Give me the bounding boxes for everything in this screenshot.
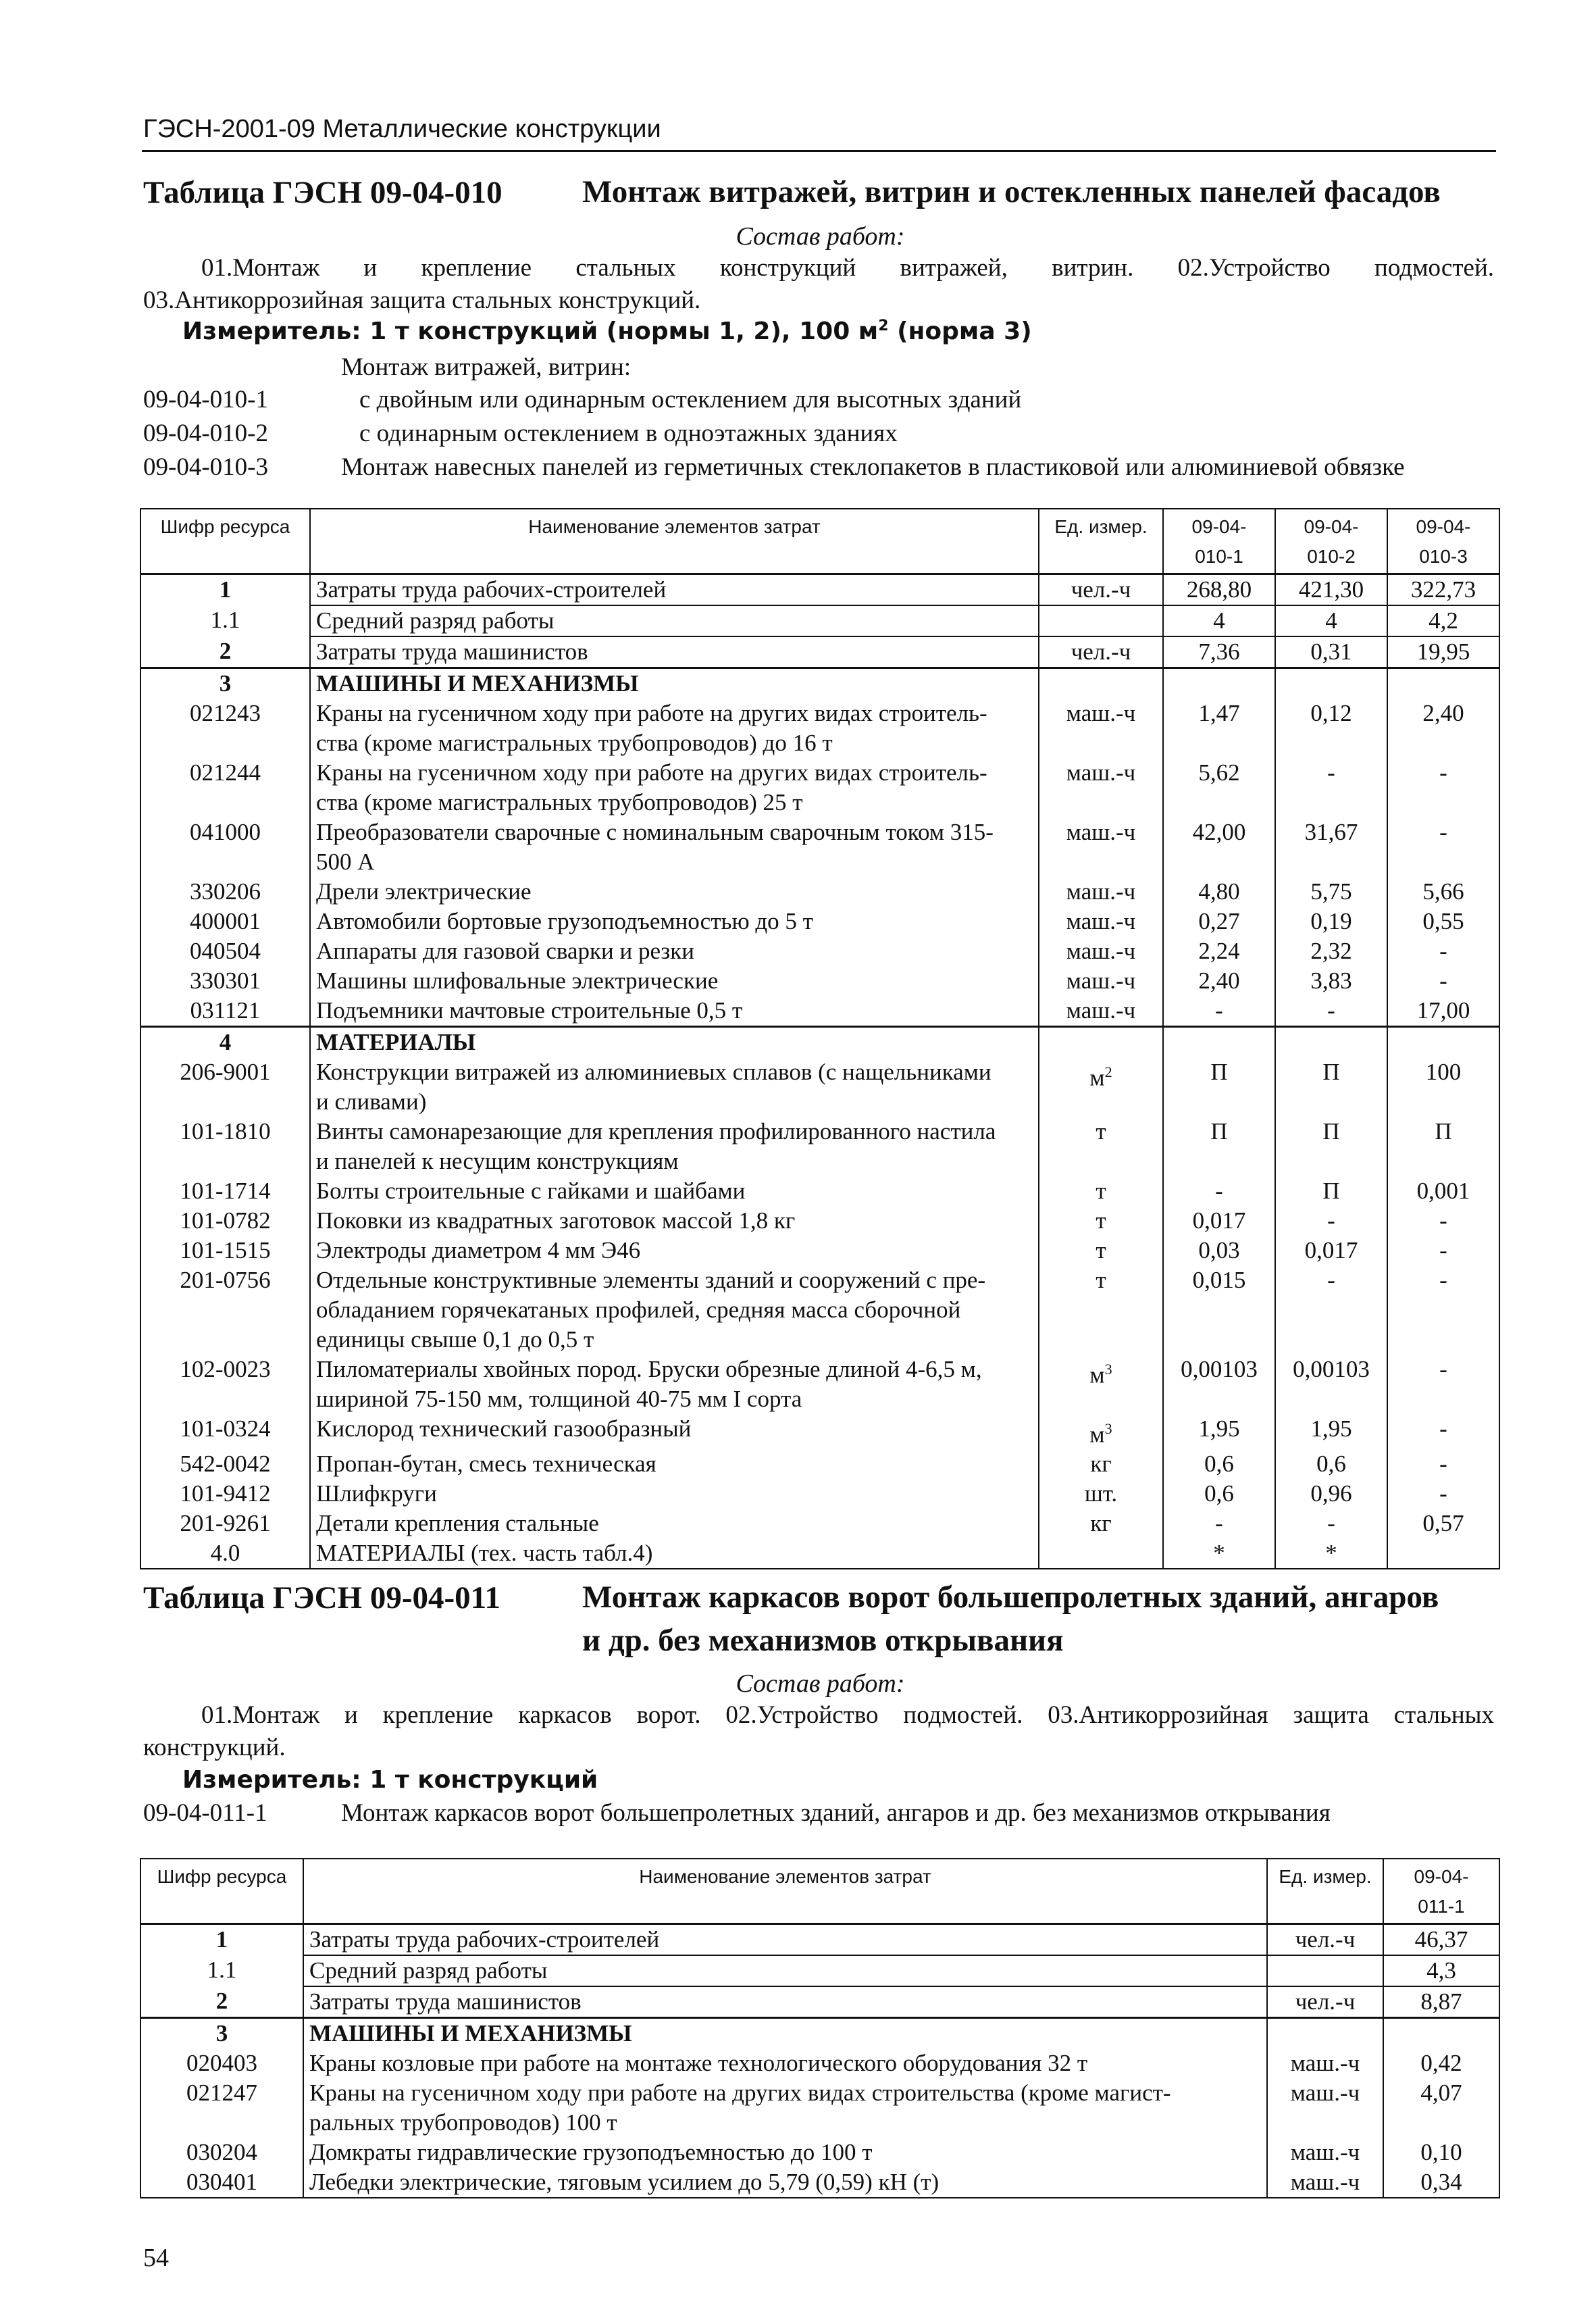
resource-code: 041000: [190, 818, 261, 845]
resource-name-line: Автомобили бортовые грузоподъемностью до 5 т: [316, 907, 813, 934]
resource-code: 021243: [190, 699, 261, 726]
unit: шт.: [1084, 1480, 1118, 1507]
norm-value: 0,03: [1198, 1236, 1240, 1263]
unit-sup: 3: [1104, 1360, 1112, 1378]
table-row: [140, 758, 1499, 818]
norm-value: П: [1435, 1117, 1452, 1145]
norm-value: -: [1215, 997, 1223, 1024]
resource-name-line: и панелей к несущим конструкциям: [316, 1147, 679, 1174]
norm-row: [143, 419, 1494, 451]
resource-code: 020403: [186, 2049, 257, 2076]
table-row: [140, 2138, 1499, 2167]
table-row: [140, 1265, 1499, 1355]
resource-name-line: Затраты труда машинистов: [316, 638, 588, 665]
resource-name-line: и сливами): [316, 1088, 427, 1115]
norm-value: 322,73: [1410, 576, 1476, 603]
unit: маш.-ч: [1290, 2079, 1360, 2106]
table-row: [140, 1236, 1499, 1265]
unit: чел.-ч: [1295, 1926, 1356, 1953]
resource-name-line: Краны на гусеничном ходу при работе на других видах строительства (кроме магист-: [309, 2079, 1171, 2106]
resource-code: 542-0042: [180, 1451, 271, 1478]
col-header-part: 09-04-: [1414, 1866, 1469, 1887]
norm-value: 4,80: [1198, 878, 1240, 905]
norm-value: -: [1439, 1266, 1447, 1293]
norm-value: -: [1327, 1510, 1335, 1537]
unit: м: [1089, 1361, 1105, 1388]
table-row: [140, 936, 1499, 966]
resource-name-line: Поковки из квадратных заготовок массой 1,8 кг: [316, 1207, 796, 1234]
norm-value: 2,40: [1422, 699, 1464, 726]
table-row: [140, 1355, 1499, 1414]
unit: м: [1089, 1421, 1105, 1448]
unit: т: [1096, 1266, 1106, 1293]
unit: маш.-ч: [1066, 759, 1136, 786]
norm-value: -: [1439, 1236, 1447, 1263]
table-row: [140, 1449, 1499, 1479]
resource-code: 021247: [186, 2079, 257, 2106]
table2-heading-line2: и др. без механизмов открывания: [582, 1623, 1064, 1658]
resource-code: 101-0324: [180, 1415, 271, 1442]
table1-meter: [182, 318, 1032, 345]
norm-value: 0,96: [1310, 1480, 1352, 1507]
resource-name-line: Дрели электрические: [316, 878, 532, 905]
col-header-name: Наименование элементов затрат: [303, 1859, 1267, 1923]
norm-value: *: [1213, 1540, 1225, 1567]
resource-name-line: Болты строительные с гайками и шайбами: [316, 1177, 746, 1204]
resource-code: 330301: [190, 967, 261, 994]
norm-value: -: [1215, 1510, 1223, 1537]
table2-composition-line1: 01.Монтаж и крепление каркасов ворот. 02.Устройство подмостей. 03.Антикоррозийная защита стальных: [201, 1701, 1494, 1729]
table-row: [140, 2078, 1499, 2138]
norm-value: 0,001: [1416, 1177, 1470, 1204]
norm-value: П: [1210, 1058, 1228, 1085]
resource-code: 2: [215, 1987, 228, 2014]
section-header-row: [140, 1026, 1499, 1057]
table2-composition-title: Состав работ:: [736, 1669, 905, 1698]
norm-value: 0,00103: [1181, 1355, 1258, 1382]
resource-name-line: МАШИНЫ И МЕХАНИЗМЫ: [309, 2019, 632, 2046]
resource-name-line: Затраты труда рабочих-строителей: [309, 1926, 660, 1953]
resource-code: 101-1810: [180, 1117, 271, 1145]
resource-code: 030401: [186, 2168, 257, 2195]
resource-name-line: Электроды диаметром 4 мм Э46: [316, 1236, 641, 1263]
meter-tail: (норма 3): [888, 318, 1032, 345]
norm-value: -: [1439, 1355, 1447, 1382]
table-row: [140, 1414, 1499, 1450]
resource-code: 3: [219, 670, 232, 697]
resource-name-line: Средний разряд работы: [316, 607, 555, 634]
table2-composition-line2: конструкций.: [143, 1734, 286, 1761]
table-row: [140, 1176, 1499, 1206]
table1-composition-line2: 03.Антикоррозийная защита стальных конструкций.: [143, 286, 701, 314]
table-header-row: [140, 509, 1499, 574]
unit: маш.-ч: [1066, 699, 1136, 726]
norm-value: -: [1439, 759, 1447, 786]
norm-value: -: [1439, 1207, 1447, 1234]
norm-row: [143, 453, 1494, 485]
resource-code: 101-1515: [180, 1236, 271, 1263]
norm-value: 100: [1425, 1058, 1462, 1085]
unit: маш.-ч: [1290, 2138, 1360, 2165]
norm-value: 0,57: [1422, 1510, 1464, 1537]
table-header-row: [140, 1859, 1499, 1923]
norm-value: 421,30: [1298, 576, 1364, 603]
norm-value: 3,83: [1310, 967, 1352, 994]
col-header-norm: [1275, 509, 1387, 574]
resource-name-line: МАШИНЫ И МЕХАНИЗМЫ: [316, 670, 639, 697]
col-header-name: Наименование элементов затрат: [310, 509, 1039, 574]
norm-value: -: [1327, 1266, 1335, 1293]
resource-code: 3: [215, 2019, 228, 2046]
table1-composition-title: Состав работ:: [736, 222, 905, 251]
table-row: [140, 636, 1499, 668]
table-row: [140, 818, 1499, 877]
resource-name-line: единицы свыше 0,1 до 0,5 т: [316, 1326, 594, 1353]
norm-value: 31,67: [1304, 818, 1358, 845]
norm-row: [143, 385, 1494, 418]
norm-value: 0,00103: [1293, 1355, 1370, 1382]
unit: чел.-ч: [1295, 1988, 1356, 2015]
norm-value: 0,31: [1310, 638, 1352, 665]
resource-code: 201-0756: [180, 1266, 271, 1293]
table-row: [140, 1509, 1499, 1538]
table-row: [140, 605, 1499, 636]
norm-value: П: [1322, 1117, 1340, 1145]
running-head: ГЭСН-2001-09 Металлические конструкции: [143, 115, 661, 143]
resource-name-line: ства (кроме магистральных трубопроводов) до 16 т: [316, 729, 833, 756]
unit: т: [1096, 1207, 1106, 1234]
table-row: [140, 877, 1499, 907]
col-header-part: 010-2: [1307, 546, 1356, 567]
norm-value: 0,6: [1204, 1451, 1234, 1478]
norm-text: с одинарным остеклением в одноэтажных зданиях: [359, 420, 898, 447]
norm-value: 0,42: [1420, 2049, 1462, 2076]
col-header-part: 09-04-: [1416, 516, 1471, 537]
resource-name-line: Винты самонарезающие для крепления профилированного настила: [316, 1117, 996, 1145]
unit: кг: [1090, 1451, 1112, 1478]
norm-value: 0,55: [1422, 907, 1464, 934]
norm-value: П: [1210, 1117, 1228, 1145]
resource-name-line: Средний разряд работы: [309, 1957, 548, 1984]
norm-value: -: [1439, 937, 1447, 964]
table1-heading: Монтаж витражей, витрин и остекленных панелей фасадов: [582, 174, 1441, 209]
norm-value: -: [1327, 997, 1335, 1024]
resource-code: 040504: [190, 937, 261, 964]
table-body: [140, 574, 1499, 1569]
unit: маш.-ч: [1290, 2168, 1360, 2195]
norm-code: 09-04-010-3: [143, 453, 268, 481]
norm-value: 4,2: [1428, 607, 1458, 634]
norm-value: -: [1439, 1415, 1447, 1442]
resource-code: 206-9001: [180, 1058, 271, 1085]
unit: маш.-ч: [1066, 907, 1136, 934]
norm-value: -: [1439, 1480, 1447, 1507]
table-row: [140, 2048, 1499, 2078]
page-number: 54: [143, 2244, 169, 2272]
resource-name-line: Пропан-бутан, смесь техническая: [316, 1451, 657, 1478]
table-body: [140, 1923, 1499, 2198]
norm-value: 8,87: [1420, 1988, 1462, 2015]
col-header-part: 09-04-: [1304, 516, 1359, 537]
table-row: [140, 1923, 1499, 1955]
norm-value: 2,24: [1198, 937, 1240, 964]
col-header-code: Шифр ресурса: [140, 509, 310, 574]
col-header-unit: Ед. измер.: [1267, 1859, 1383, 1923]
resource-code: 102-0023: [180, 1355, 271, 1382]
table-row: [140, 1117, 1499, 1176]
norm-text: Монтаж каркасов ворот большепролетных зданий, ангаров и др. без механизмов открывания: [341, 1799, 1331, 1827]
norm-value: П: [1322, 1177, 1340, 1204]
resource-name-line: Отдельные конструктивные элементы зданий и сооружений с пре-: [316, 1266, 986, 1293]
unit: маш.-ч: [1066, 878, 1136, 905]
resource-name-line: ства (кроме магистральных трубопроводов) 25 т: [316, 788, 803, 815]
table-row: [140, 1538, 1499, 1569]
unit-sup: 2: [1104, 1063, 1112, 1080]
unit: маш.-ч: [1066, 937, 1136, 964]
resource-code: 400001: [190, 907, 261, 934]
norm-group-title: Монтаж витражей, витрин:: [341, 353, 632, 381]
norm-value: -: [1215, 1177, 1223, 1204]
table2-meter: [182, 1766, 598, 1794]
section-header-row: [140, 2017, 1499, 2048]
norm-value: 5,62: [1198, 759, 1240, 786]
norm-row: [143, 1799, 1494, 1831]
norm-value: 4,07: [1420, 2079, 1462, 2106]
table2-label: Таблица ГЭСН 09-04-011: [143, 1580, 501, 1615]
table1-composition-line1: 01.Монтаж и крепление стальных конструкций витражей, витрин. 02.Устройство подмостей.: [201, 254, 1494, 282]
col-header-unit: Ед. измер.: [1039, 509, 1163, 574]
unit: маш.-ч: [1290, 2049, 1360, 2076]
resource-name-line: Затраты труда рабочих-строителей: [316, 576, 667, 603]
norm-value: -: [1439, 1451, 1447, 1478]
resource-name-line: Преобразователи сварочные с номинальным сварочным током 315-: [316, 818, 994, 845]
norm-value: 17,00: [1416, 997, 1470, 1024]
resource-code: 201-9261: [180, 1510, 271, 1537]
resource-name-line: Затраты труда машинистов: [309, 1988, 582, 2015]
resource-name-line: Конструкции витражей из алюминиевых сплавов (с нащельниками: [316, 1058, 992, 1085]
resource-code: 1: [219, 576, 232, 603]
norm-value: 7,36: [1198, 638, 1240, 665]
meter-label: Измеритель:: [182, 318, 361, 345]
norm-value: 4,3: [1426, 1957, 1456, 1984]
norm-value: 5,66: [1422, 878, 1464, 905]
table-row: [140, 1955, 1499, 1986]
resource-name-line: Подъемники мачтовые строительные 0,5 т: [316, 997, 743, 1024]
unit: т: [1096, 1177, 1106, 1204]
resource-name-line: Домкраты гидравлические грузоподъемностью до 100 т: [309, 2138, 873, 2165]
meter-label: Измеритель:: [182, 1766, 361, 1794]
norm-text: Монтаж навесных панелей из герметичных стеклопакетов в пластиковой или алюминиевой обвязке: [341, 453, 1405, 481]
resource-code: 031121: [190, 997, 261, 1024]
resource-name-line: шириной 75-150 мм, толщиной 40-75 мм I сорта: [316, 1385, 802, 1412]
norm-value: -: [1439, 967, 1447, 994]
table-row: [140, 699, 1499, 758]
resource-code: 1: [215, 1926, 228, 1953]
resource-name-line: ральных трубопроводов) 100 т: [309, 2109, 617, 2136]
resource-name-line: 500 А: [316, 848, 375, 875]
unit: чел.-ч: [1071, 638, 1131, 665]
unit: т: [1096, 1117, 1106, 1145]
norm-value: 1,95: [1198, 1415, 1240, 1442]
table-row: [140, 907, 1499, 936]
norm-value: 0,015: [1192, 1266, 1246, 1293]
resource-name-line: Лебедки электрические, тяговым усилием до 5,79 (0,59) кН (т): [309, 2168, 939, 2195]
resource-name-line: МАТЕРИАЛЫ (тех. часть табл.4): [316, 1540, 653, 1567]
resource-name-line: Машины шлифовальные электрические: [316, 967, 719, 994]
resource-table-1: [140, 508, 1500, 1569]
norm-value: 2,40: [1198, 967, 1240, 994]
resource-code: 4: [219, 1028, 232, 1055]
col-header-norm: [1163, 509, 1275, 574]
resource-name-line: МАТЕРИАЛЫ: [316, 1028, 476, 1055]
header-rule: [142, 150, 1496, 152]
norm-value: *: [1325, 1540, 1337, 1567]
col-header-part: 011-1: [1418, 1896, 1465, 1917]
meter-value: 1 т конструкций (нормы 1, 2), 100 м: [369, 318, 879, 345]
resource-name-line: обладанием горячекатаных профилей, средняя масса сборочной: [316, 1296, 961, 1323]
resource-name-line: Краны на гусеничном ходу при работе на других видах строитель-: [316, 699, 987, 726]
resource-code: 021244: [190, 759, 261, 786]
col-header-code: Шифр ресурса: [140, 1859, 303, 1923]
table-row: [140, 1479, 1499, 1509]
resource-table-2: [140, 1858, 1500, 2198]
resource-code: 101-1714: [180, 1177, 271, 1204]
table-row: [140, 1206, 1499, 1236]
resource-code: 1.1: [210, 606, 240, 633]
norm-value: -: [1327, 759, 1335, 786]
resource-code: 101-0782: [180, 1207, 271, 1234]
norm-value: 0,12: [1310, 699, 1352, 726]
norm-value: 0,017: [1304, 1236, 1358, 1263]
norm-value: -: [1327, 1207, 1335, 1234]
table-row: [140, 1057, 1499, 1117]
unit: маш.-ч: [1066, 818, 1136, 845]
norm-code: 09-04-011-1: [143, 1799, 267, 1827]
table-row: [140, 574, 1499, 605]
norm-value: 0,6: [1316, 1451, 1346, 1478]
resource-code: 101-9412: [180, 1480, 271, 1507]
col-header-part: 010-3: [1419, 546, 1468, 567]
norm-value: П: [1322, 1058, 1340, 1085]
norm-value: 19,95: [1416, 638, 1470, 665]
col-header-norm: [1387, 509, 1499, 574]
norm-value: 42,00: [1192, 818, 1246, 845]
resource-code: 1.1: [207, 1956, 237, 1983]
resource-name-line: Краны козловые при работе на монтаже технологического оборудования 32 т: [309, 2049, 1088, 2076]
section-header-row: [140, 668, 1499, 699]
meter-sup: 2: [878, 318, 889, 334]
norm-value: 4: [1325, 607, 1337, 634]
norm-value: 1,95: [1310, 1415, 1352, 1442]
norm-value: 0,6: [1204, 1480, 1234, 1507]
norm-code: 09-04-010-2: [143, 420, 268, 447]
norm-value: 0,017: [1192, 1207, 1246, 1234]
col-header-norm: [1383, 1859, 1499, 1923]
norm-value: 5,75: [1310, 878, 1352, 905]
table-row: [140, 1986, 1499, 2018]
table-row: [140, 2167, 1499, 2198]
unit: кг: [1090, 1510, 1112, 1537]
unit: маш.-ч: [1066, 967, 1136, 994]
table-row: [140, 996, 1499, 1027]
norm-value: 2,32: [1310, 937, 1352, 964]
resource-code: 2: [219, 637, 232, 664]
norm-value: -: [1439, 818, 1447, 845]
norm-value: 46,37: [1414, 1926, 1468, 1953]
col-header-part: 09-04-: [1191, 516, 1247, 537]
norm-value: 0,27: [1198, 907, 1240, 934]
resource-name-line: Пиломатериалы хвойных пород. Бруски обрезные длиной 4-6,5 м,: [316, 1355, 982, 1382]
meter-value: 1 т конструкций: [369, 1766, 598, 1794]
resource-code: 4.0: [210, 1540, 240, 1567]
resource-name-line: Аппараты для газовой сварки и резки: [316, 937, 694, 964]
table1-label: Таблица ГЭСН 09-04-010: [143, 175, 503, 210]
resource-name-line: Детали крепления стальные: [316, 1510, 599, 1537]
resource-name-line: Шлифкруги: [316, 1480, 437, 1507]
unit-sup: 3: [1104, 1419, 1112, 1437]
norm-value: 0,34: [1420, 2168, 1462, 2195]
norm-text: с двойным или одинарным остеклением для высотных зданий: [359, 386, 1022, 413]
table2-heading-line1: Монтаж каркасов ворот большепролетных зданий, ангаров: [582, 1580, 1439, 1615]
unit: т: [1096, 1236, 1106, 1263]
norm-value: 0,19: [1310, 907, 1352, 934]
norm-value: 268,80: [1186, 576, 1252, 603]
unit: м: [1089, 1064, 1105, 1091]
resource-name-line: Краны на гусеничном ходу при работе на других видах строитель-: [316, 759, 987, 786]
norm-code: 09-04-010-1: [143, 386, 268, 413]
resource-code: 330206: [190, 878, 261, 905]
table-row: [140, 966, 1499, 996]
norm-value: 0,10: [1420, 2138, 1462, 2165]
norm-value: 4: [1213, 607, 1225, 634]
col-header-part: 010-1: [1195, 546, 1243, 567]
resource-code: 030204: [186, 2138, 257, 2165]
unit: чел.-ч: [1071, 576, 1131, 603]
norm-value: 1,47: [1198, 699, 1240, 726]
unit: маш.-ч: [1066, 997, 1136, 1024]
resource-name-line: Кислород технический газообразный: [316, 1415, 692, 1442]
